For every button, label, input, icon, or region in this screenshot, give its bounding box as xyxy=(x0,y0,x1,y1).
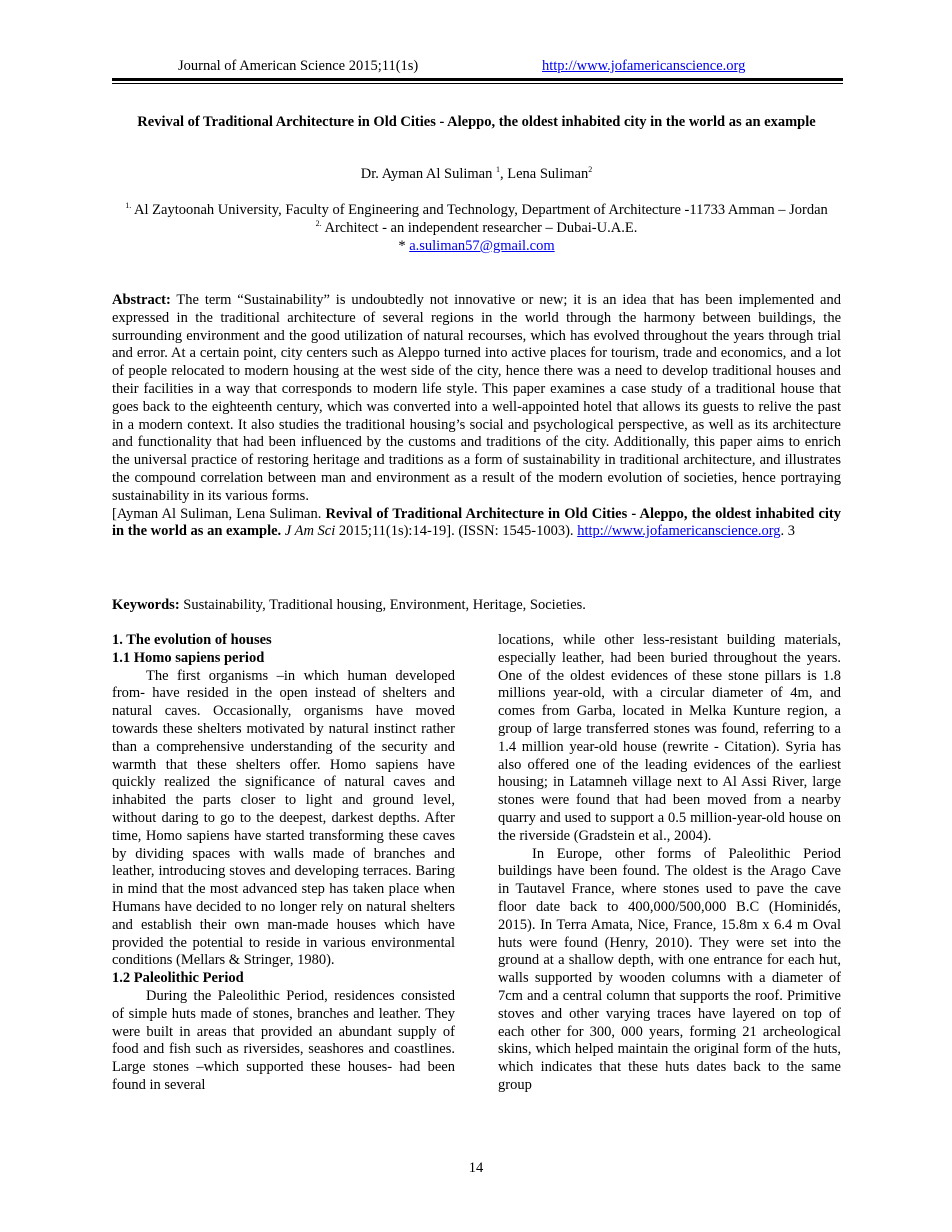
cite-authors: [Ayman Al Suliman, Lena Suliman. xyxy=(112,505,326,522)
aff-1-text: Al Zaytoonah University, Faculty of Engineering and Technology, Department of Architecture -11733 Amman – Jordan xyxy=(131,202,828,218)
body-paragraph: In Europe, other forms of Paleolithic Period buildings have been found. The oldest is the Arago Cave in Tautavel France, where stones used to pave the cave floor date back to 400,000/500,000 B.C (Hominidés, 2015). In Terra Amata, Nice, France, 15.8m x 6.4 m Oval huts were found (Henry, 2010). They were set into the ground at a shallow depth, with one entrance for each hut, walls supported by wooden columns with a diameter of 7cm and a central column that supports the roof. Primitive stoves and other varying traces have layered on top of each other for 300, 000 years, forming 21 archeological skins, which helped maintain the original form of the huts, which indicates that these huts dates back to the same group xyxy=(498,845,841,1093)
header-rule-thick xyxy=(112,78,843,81)
right-column xyxy=(498,632,841,1095)
abstract-label: Abstract: xyxy=(112,292,171,308)
author-2-sup: 2 xyxy=(588,165,593,174)
cite-tail: . 3 xyxy=(780,523,796,540)
author-1: Dr. Ayman Al Suliman xyxy=(360,166,496,182)
aff-2-sup: 2. xyxy=(315,218,322,228)
cite-journal: J Am Sci xyxy=(284,523,336,540)
page-number: 14 xyxy=(468,1160,484,1176)
body-paragraph: The first organisms –in which human developed from- have resided in the open instead of shelters and natural caves. Occasionally, organisms have moved towards these shelters motivated by natural instinct rather than a comprehensive understanding of the security and warmth that these shelters offer. Homo sapiens have quickly realized the significance of natural caves and inhabited the parts closer to light and ground level, without daring to go to the deepest, darkest depths. After time, Homo sapiens have started transforming these caves by dividing spaces with walls made of branches and leather, introducing stoves and developing terraces. Baring in mind that the most advanced step has taken place when Humans have decided to no longer rely on natural shelters and establish their own man-made houses which have provided the potential to reside in various environmental conditions (Mellars & Stringer, 1980). xyxy=(112,667,455,969)
keywords xyxy=(112,597,841,614)
citation xyxy=(112,506,841,542)
abstract xyxy=(112,292,841,541)
header-rule-thin xyxy=(112,83,843,84)
aff-2-text: Architect - an independent researcher – Dubai-U.A.E. xyxy=(321,219,638,236)
authors xyxy=(112,166,841,183)
running-header xyxy=(112,58,841,76)
body-paragraph: locations, while other less-resistant building materials, especially leather, had been buried throughout the years. One of the oldest evidences of these stone pillars is 1.8 millions year-old, with a circular diameter of 4m, and comes from Garba, located in Melka Kunture region, a group of large transferred stones was found, referring to a 1.4 million year-old house (rewrite - Citation). Syria has also offered one of the leading evidences of the earliest housing; in Latamneh village next to Al Assi River, large stones were found that had been moved from a nearby quarry and used to support a 0.5 million-year-old house on the riverside (Gradstein et al., 2004). xyxy=(498,632,841,844)
affiliations xyxy=(112,202,841,255)
affiliation-1 xyxy=(112,202,841,220)
aff-1-sup: 1. xyxy=(125,201,132,210)
left-column xyxy=(112,632,455,1095)
subsection-heading: 1.2 Paleolithic Period xyxy=(112,970,244,987)
body-paragraph: During the Paleolithic Period, residences consisted of simple huts made of stones, branches and leather. They were built in areas that provided an abundant supply of food and fish such as riversides, seashores and coastlines. Large stones –which supported these houses- had been found in several xyxy=(112,987,455,1093)
section-heading: 1. The evolution of houses xyxy=(112,632,272,648)
author-1-sup: 1 xyxy=(496,165,500,174)
paper-title: Revival of Traditional Architecture in Old Cities - Aleppo, the oldest inhabited city in the world as an example xyxy=(137,114,816,130)
subsection-heading: 1.1 Homo sapiens period xyxy=(112,649,265,666)
star: * xyxy=(398,237,410,254)
author-2: , Lena Suliman xyxy=(500,166,589,182)
journal-name: Journal of American Science 2015;11(1s) xyxy=(178,58,419,74)
abstract-paragraph xyxy=(112,292,841,506)
abstract-text: The term “Sustainability” is undoubtedly not innovative or new; it is an idea that has been implemented and expressed in the traditional architecture of several regions in the world through the harmony between buildings, the surrounding environment and the good utilization of natural recourses, which has evolved throughout the years through trial and error. At a certain point, city centers such as Aleppo turned into active places for tourism, trade and economics, and a lot of people relocated to modern housing at the west side of the city, hence there was a need to develop traditional houses and their facilities in a way that corresponds to modern life style. This paper examines a case study of a traditional house that goes back to the eighteenth century, which was converted into a well-appointed hotel that allows its guests to relive the past in a modern context. It also studies the traditional housing’s social and psychological perspective, as well as its architecture and functionality that had been influenced by the customs and traditions of the city. Additionally, this paper aims to enrich the universal practice of restoring heritage and traditions as a form of sustainability in traditional architecture, and illustrates the compound correlation between man and environment as a result of the modern evolution of societies, hence portraying sustainability in its various forms. xyxy=(112,292,841,504)
contact xyxy=(112,238,841,256)
affiliation-2 xyxy=(112,220,841,238)
journal-url-link[interactable]: http://www.jofamericanscience.org xyxy=(542,58,746,74)
email-link[interactable]: a.suliman57@gmail.com xyxy=(409,237,555,254)
cite-details: 2015;11(1s):14-19]. (ISSN: 1545-1003). xyxy=(335,523,578,540)
keywords-label: Keywords: xyxy=(112,597,180,613)
cite-url-link[interactable]: http://www.jofamericanscience.org xyxy=(577,523,781,540)
cite-title: Revival of Traditional Architecture in Old Cities - Aleppo, the oldest inhabited city in the world as an example. xyxy=(112,505,841,540)
keywords-text: Sustainability, Traditional housing, Environment, Heritage, Societies. xyxy=(179,597,586,613)
